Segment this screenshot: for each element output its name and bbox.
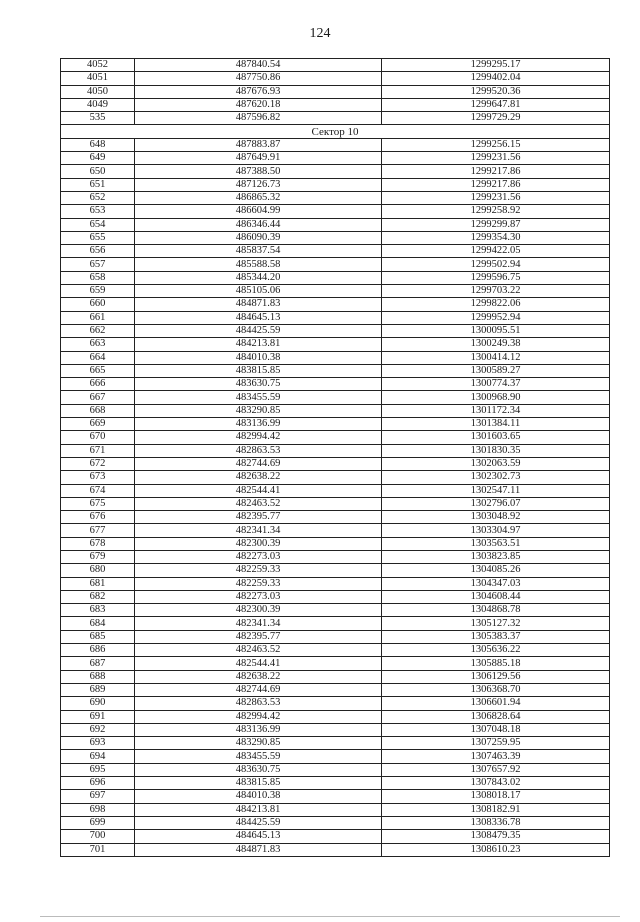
x-coordinate-cell: 482544.41 xyxy=(135,657,382,670)
point-number-cell: 665 xyxy=(61,364,135,377)
point-number-cell: 680 xyxy=(61,564,135,577)
y-coordinate-cell: 1300774.37 xyxy=(382,378,610,391)
table-row xyxy=(61,191,610,204)
table-row xyxy=(61,285,610,298)
table-row xyxy=(61,790,610,803)
x-coordinate-cell: 483455.59 xyxy=(135,391,382,404)
point-number-cell: 648 xyxy=(61,138,135,151)
x-coordinate-cell: 484425.59 xyxy=(135,324,382,337)
point-number-cell: 692 xyxy=(61,723,135,736)
y-coordinate-cell: 1303304.97 xyxy=(382,524,610,537)
x-coordinate-cell: 482300.39 xyxy=(135,604,382,617)
x-coordinate-cell: 484010.38 xyxy=(135,790,382,803)
y-coordinate-cell: 1306129.56 xyxy=(382,670,610,683)
coordinates-table xyxy=(60,58,610,857)
x-coordinate-cell: 483630.75 xyxy=(135,378,382,391)
y-coordinate-cell: 1307048.18 xyxy=(382,723,610,736)
point-number-cell: 695 xyxy=(61,763,135,776)
point-number-cell: 654 xyxy=(61,218,135,231)
x-coordinate-cell: 483630.75 xyxy=(135,763,382,776)
table-row xyxy=(61,152,610,165)
x-coordinate-cell: 487750.86 xyxy=(135,72,382,85)
point-number-cell: 666 xyxy=(61,378,135,391)
y-coordinate-cell: 1300414.12 xyxy=(382,351,610,364)
point-number-cell: 691 xyxy=(61,710,135,723)
table-row xyxy=(61,816,610,829)
table-row xyxy=(61,418,610,431)
x-coordinate-cell: 485344.20 xyxy=(135,271,382,284)
y-coordinate-cell: 1308018.17 xyxy=(382,790,610,803)
section-title: Сектор 10 xyxy=(61,125,610,138)
y-coordinate-cell: 1299299.87 xyxy=(382,218,610,231)
x-coordinate-cell: 482300.39 xyxy=(135,537,382,550)
table-row xyxy=(61,577,610,590)
point-number-cell: 657 xyxy=(61,258,135,271)
y-coordinate-cell: 1299822.06 xyxy=(382,298,610,311)
x-coordinate-cell: 487388.50 xyxy=(135,165,382,178)
x-coordinate-cell: 484213.81 xyxy=(135,803,382,816)
x-coordinate-cell: 482994.42 xyxy=(135,431,382,444)
table-row xyxy=(61,484,610,497)
x-coordinate-cell: 484010.38 xyxy=(135,351,382,364)
y-coordinate-cell: 1301603.65 xyxy=(382,431,610,444)
point-number-cell: 697 xyxy=(61,790,135,803)
y-coordinate-cell: 1302547.11 xyxy=(382,484,610,497)
page-number: 124 xyxy=(309,26,331,41)
y-coordinate-cell: 1299354.30 xyxy=(382,231,610,244)
y-coordinate-cell: 1308336.78 xyxy=(382,816,610,829)
x-coordinate-cell: 482341.34 xyxy=(135,524,382,537)
table-row xyxy=(61,205,610,218)
y-coordinate-cell: 1308182.91 xyxy=(382,803,610,816)
point-number-cell: 535 xyxy=(61,112,135,125)
table-row xyxy=(61,843,610,856)
y-coordinate-cell: 1300249.38 xyxy=(382,338,610,351)
table-row xyxy=(61,444,610,457)
x-coordinate-cell: 482273.03 xyxy=(135,550,382,563)
table-row xyxy=(61,112,610,125)
y-coordinate-cell: 1308610.23 xyxy=(382,843,610,856)
x-coordinate-cell: 487126.73 xyxy=(135,178,382,191)
y-coordinate-cell: 1299520.36 xyxy=(382,85,610,98)
table-row xyxy=(61,457,610,470)
x-coordinate-cell: 484425.59 xyxy=(135,816,382,829)
x-coordinate-cell: 482273.03 xyxy=(135,590,382,603)
x-coordinate-cell: 485105.06 xyxy=(135,285,382,298)
table-row xyxy=(61,683,610,696)
table-row xyxy=(61,178,610,191)
y-coordinate-cell: 1307463.39 xyxy=(382,750,610,763)
table-row xyxy=(61,404,610,417)
x-coordinate-cell: 485588.58 xyxy=(135,258,382,271)
point-number-cell: 686 xyxy=(61,644,135,657)
table-row xyxy=(61,298,610,311)
y-coordinate-cell: 1299295.17 xyxy=(382,59,610,72)
point-number-cell: 652 xyxy=(61,191,135,204)
table-row xyxy=(61,524,610,537)
x-coordinate-cell: 484645.13 xyxy=(135,830,382,843)
section-header-row xyxy=(61,125,610,138)
y-coordinate-cell: 1302063.59 xyxy=(382,457,610,470)
table-row xyxy=(61,258,610,271)
table-row xyxy=(61,497,610,510)
point-number-cell: 690 xyxy=(61,697,135,710)
point-number-cell: 664 xyxy=(61,351,135,364)
table-row xyxy=(61,777,610,790)
y-coordinate-cell: 1299217.86 xyxy=(382,165,610,178)
point-number-cell: 688 xyxy=(61,670,135,683)
y-coordinate-cell: 1304085.26 xyxy=(382,564,610,577)
table-row xyxy=(61,617,610,630)
point-number-cell: 683 xyxy=(61,604,135,617)
table-row xyxy=(61,231,610,244)
point-number-cell: 661 xyxy=(61,311,135,324)
point-number-cell: 4051 xyxy=(61,72,135,85)
point-number-cell: 676 xyxy=(61,511,135,524)
table-row xyxy=(61,630,610,643)
table-row xyxy=(61,165,610,178)
table-row xyxy=(61,550,610,563)
x-coordinate-cell: 482863.53 xyxy=(135,697,382,710)
x-coordinate-cell: 487596.82 xyxy=(135,112,382,125)
y-coordinate-cell: 1299502.94 xyxy=(382,258,610,271)
y-coordinate-cell: 1305127.32 xyxy=(382,617,610,630)
x-coordinate-cell: 482994.42 xyxy=(135,710,382,723)
point-number-cell: 682 xyxy=(61,590,135,603)
table-row xyxy=(61,338,610,351)
point-number-cell: 655 xyxy=(61,231,135,244)
point-number-cell: 693 xyxy=(61,737,135,750)
table-row xyxy=(61,590,610,603)
point-number-cell: 656 xyxy=(61,245,135,258)
x-coordinate-cell: 482395.77 xyxy=(135,511,382,524)
x-coordinate-cell: 486865.32 xyxy=(135,191,382,204)
table-row xyxy=(61,737,610,750)
point-number-cell: 678 xyxy=(61,537,135,550)
table-row xyxy=(61,710,610,723)
point-number-cell: 658 xyxy=(61,271,135,284)
point-number-cell: 689 xyxy=(61,683,135,696)
table-row xyxy=(61,378,610,391)
point-number-cell: 701 xyxy=(61,843,135,856)
y-coordinate-cell: 1300095.51 xyxy=(382,324,610,337)
y-coordinate-cell: 1308479.35 xyxy=(382,830,610,843)
point-number-cell: 685 xyxy=(61,630,135,643)
x-coordinate-cell: 487883.87 xyxy=(135,138,382,151)
table-row xyxy=(61,351,610,364)
x-coordinate-cell: 482463.52 xyxy=(135,497,382,510)
y-coordinate-cell: 1307843.02 xyxy=(382,777,610,790)
point-number-cell: 698 xyxy=(61,803,135,816)
x-coordinate-cell: 482863.53 xyxy=(135,444,382,457)
point-number-cell: 677 xyxy=(61,524,135,537)
point-number-cell: 700 xyxy=(61,830,135,843)
y-coordinate-cell: 1303823.85 xyxy=(382,550,610,563)
y-coordinate-cell: 1299952.94 xyxy=(382,311,610,324)
scan-edge-line xyxy=(40,916,620,917)
y-coordinate-cell: 1304347.03 xyxy=(382,577,610,590)
y-coordinate-cell: 1299596.75 xyxy=(382,271,610,284)
table-row xyxy=(61,697,610,710)
y-coordinate-cell: 1300968.90 xyxy=(382,391,610,404)
table-section-header-group xyxy=(61,125,610,138)
y-coordinate-cell: 1303563.51 xyxy=(382,537,610,550)
point-number-cell: 684 xyxy=(61,617,135,630)
y-coordinate-cell: 1299217.86 xyxy=(382,178,610,191)
y-coordinate-cell: 1305636.22 xyxy=(382,644,610,657)
point-number-cell: 659 xyxy=(61,285,135,298)
y-coordinate-cell: 1299256.15 xyxy=(382,138,610,151)
x-coordinate-cell: 483136.99 xyxy=(135,418,382,431)
table-row xyxy=(61,98,610,111)
table-row xyxy=(61,311,610,324)
y-coordinate-cell: 1299258.92 xyxy=(382,205,610,218)
table-row xyxy=(61,364,610,377)
y-coordinate-cell: 1303048.92 xyxy=(382,511,610,524)
point-number-cell: 4049 xyxy=(61,98,135,111)
table-row xyxy=(61,431,610,444)
y-coordinate-cell: 1307657.92 xyxy=(382,763,610,776)
table-row xyxy=(61,750,610,763)
x-coordinate-cell: 484871.83 xyxy=(135,843,382,856)
x-coordinate-cell: 487649.91 xyxy=(135,152,382,165)
table-row xyxy=(61,59,610,72)
table-row xyxy=(61,245,610,258)
table-row xyxy=(61,723,610,736)
y-coordinate-cell: 1304608.44 xyxy=(382,590,610,603)
x-coordinate-cell: 486346.44 xyxy=(135,218,382,231)
x-coordinate-cell: 482544.41 xyxy=(135,484,382,497)
table-row xyxy=(61,271,610,284)
x-coordinate-cell: 482259.33 xyxy=(135,564,382,577)
point-number-cell: 651 xyxy=(61,178,135,191)
x-coordinate-cell: 482744.69 xyxy=(135,457,382,470)
x-coordinate-cell: 483815.85 xyxy=(135,777,382,790)
point-number-cell: 660 xyxy=(61,298,135,311)
y-coordinate-cell: 1305885.18 xyxy=(382,657,610,670)
table-row xyxy=(61,644,610,657)
y-coordinate-cell: 1299402.04 xyxy=(382,72,610,85)
point-number-cell: 650 xyxy=(61,165,135,178)
table-row xyxy=(61,511,610,524)
point-number-cell: 674 xyxy=(61,484,135,497)
point-number-cell: 4050 xyxy=(61,85,135,98)
x-coordinate-cell: 482395.77 xyxy=(135,630,382,643)
table-row xyxy=(61,803,610,816)
y-coordinate-cell: 1299422.05 xyxy=(382,245,610,258)
y-coordinate-cell: 1299231.56 xyxy=(382,152,610,165)
point-number-cell: 679 xyxy=(61,550,135,563)
point-number-cell: 696 xyxy=(61,777,135,790)
x-coordinate-cell: 482638.22 xyxy=(135,670,382,683)
x-coordinate-cell: 483136.99 xyxy=(135,723,382,736)
point-number-cell: 699 xyxy=(61,816,135,829)
point-number-cell: 670 xyxy=(61,431,135,444)
x-coordinate-cell: 484213.81 xyxy=(135,338,382,351)
x-coordinate-cell: 483290.85 xyxy=(135,737,382,750)
point-number-cell: 675 xyxy=(61,497,135,510)
x-coordinate-cell: 482259.33 xyxy=(135,577,382,590)
y-coordinate-cell: 1299729.29 xyxy=(382,112,610,125)
x-coordinate-cell: 483290.85 xyxy=(135,404,382,417)
table-body-after-section xyxy=(61,138,610,856)
point-number-cell: 673 xyxy=(61,471,135,484)
table-body-before-section xyxy=(61,59,610,125)
y-coordinate-cell: 1304868.78 xyxy=(382,604,610,617)
table-row xyxy=(61,537,610,550)
x-coordinate-cell: 484871.83 xyxy=(135,298,382,311)
table-row xyxy=(61,391,610,404)
x-coordinate-cell: 486604.99 xyxy=(135,205,382,218)
table-row xyxy=(61,218,610,231)
table-row xyxy=(61,138,610,151)
table-row xyxy=(61,657,610,670)
table-row xyxy=(61,85,610,98)
y-coordinate-cell: 1301830.35 xyxy=(382,444,610,457)
y-coordinate-cell: 1299647.81 xyxy=(382,98,610,111)
x-coordinate-cell: 482638.22 xyxy=(135,471,382,484)
y-coordinate-cell: 1306601.94 xyxy=(382,697,610,710)
point-number-cell: 669 xyxy=(61,418,135,431)
point-number-cell: 667 xyxy=(61,391,135,404)
x-coordinate-cell: 482463.52 xyxy=(135,644,382,657)
x-coordinate-cell: 485837.54 xyxy=(135,245,382,258)
point-number-cell: 662 xyxy=(61,324,135,337)
point-number-cell: 653 xyxy=(61,205,135,218)
point-number-cell: 671 xyxy=(61,444,135,457)
point-number-cell: 663 xyxy=(61,338,135,351)
y-coordinate-cell: 1302302.73 xyxy=(382,471,610,484)
x-coordinate-cell: 483455.59 xyxy=(135,750,382,763)
y-coordinate-cell: 1301172.34 xyxy=(382,404,610,417)
y-coordinate-cell: 1306368.70 xyxy=(382,683,610,696)
x-coordinate-cell: 482744.69 xyxy=(135,683,382,696)
table-row xyxy=(61,670,610,683)
y-coordinate-cell: 1302796.07 xyxy=(382,497,610,510)
point-number-cell: 687 xyxy=(61,657,135,670)
y-coordinate-cell: 1299231.56 xyxy=(382,191,610,204)
table-row xyxy=(61,564,610,577)
point-number-cell: 4052 xyxy=(61,59,135,72)
table-row xyxy=(61,72,610,85)
point-number-cell: 649 xyxy=(61,152,135,165)
table-row xyxy=(61,604,610,617)
y-coordinate-cell: 1299703.22 xyxy=(382,285,610,298)
x-coordinate-cell: 484645.13 xyxy=(135,311,382,324)
point-number-cell: 668 xyxy=(61,404,135,417)
x-coordinate-cell: 487840.54 xyxy=(135,59,382,72)
x-coordinate-cell: 487676.93 xyxy=(135,85,382,98)
table-row xyxy=(61,763,610,776)
y-coordinate-cell: 1301384.11 xyxy=(382,418,610,431)
x-coordinate-cell: 486090.39 xyxy=(135,231,382,244)
y-coordinate-cell: 1307259.95 xyxy=(382,737,610,750)
y-coordinate-cell: 1306828.64 xyxy=(382,710,610,723)
x-coordinate-cell: 482341.34 xyxy=(135,617,382,630)
point-number-cell: 672 xyxy=(61,457,135,470)
y-coordinate-cell: 1305383.37 xyxy=(382,630,610,643)
x-coordinate-cell: 487620.18 xyxy=(135,98,382,111)
point-number-cell: 681 xyxy=(61,577,135,590)
x-coordinate-cell: 483815.85 xyxy=(135,364,382,377)
table-row xyxy=(61,471,610,484)
point-number-cell: 694 xyxy=(61,750,135,763)
table-row xyxy=(61,830,610,843)
y-coordinate-cell: 1300589.27 xyxy=(382,364,610,377)
table-row xyxy=(61,324,610,337)
